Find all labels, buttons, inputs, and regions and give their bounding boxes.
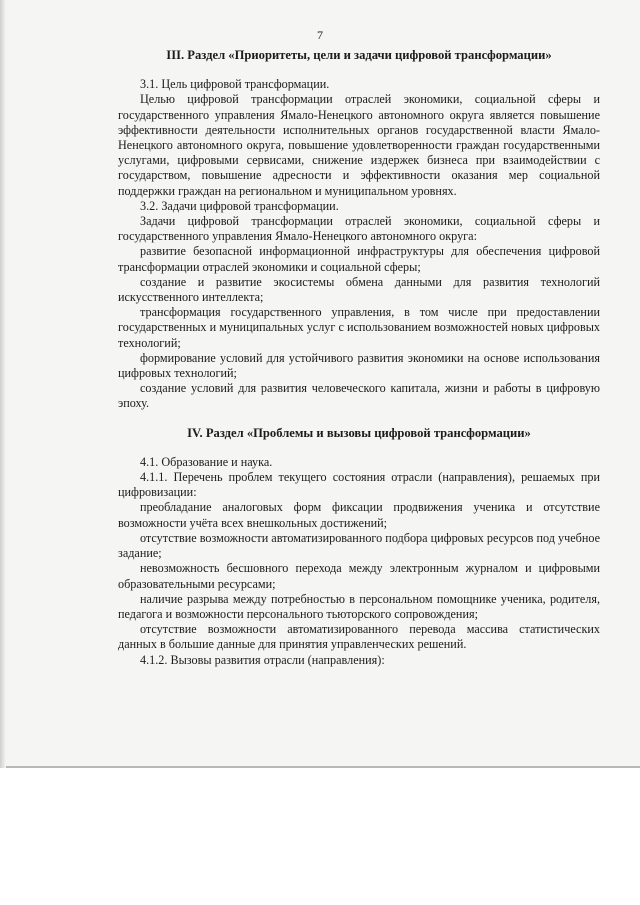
list-item: преобладание аналоговых форм фиксации продвижения ученика и отсутствие возможности учёта всех внешкольных достижений; (118, 500, 600, 530)
list-item: наличие разрыва между потребностью в персональном помощнике ученика, родителя, педагога и возможности персонального тьюторского сопровождения; (118, 591, 600, 621)
section-3-title: III. Раздел «Приоритеты, цели и задачи цифровой трансформации» (166, 48, 552, 62)
paragraph: 4.1.2. Вызовы развития отрасли (направления): (140, 652, 385, 667)
paragraph: Целью цифровой трансформации отраслей экономики, социальной сферы и государственного управления Ямало-Ненецкого автономного округа является повышение эффективности деятельности исполнительных органов государственной власти Ямало-Ненецкого автономного округа, повышение удовлетворенности граждан государственными услугами, цифровыми сервисами, снижение издержек бизнеса при взаимодействии с государством, повышение адресности и эффективности оказания мер социальной поддержки граждан на региональном и муниципальном уровнях. (118, 92, 600, 198)
paragraph: Задачи цифровой трансформации отраслей экономики, социальной сферы и государственного управления Ямало-Ненецкого автономного округа: (118, 214, 600, 244)
list-item: развитие безопасной информационной инфраструктуры для обеспечения цифровой трансформации отраслей экономики и социальной сферы; (118, 244, 600, 274)
list-item: создание условий для развития человеческого капитала, жизни и работы в цифровую эпоху. (118, 381, 600, 411)
paragraph: 3.1. Цель цифровой трансформации. (140, 77, 330, 92)
list-item: отсутствие возможности автоматизированного подбора цифровых ресурсов под учебное задание; (118, 530, 600, 561)
list-item: трансформация государственного управления, в том числе при предоставлении государственных и муниципальных услуг с использованием возможностей новых цифровых технологий; (118, 305, 600, 350)
list-item: отсутствие возможности автоматизированного перевода массива статистических данных в большие данные для принятия управленческих решений. (118, 622, 600, 652)
paragraph: 3.2. Задачи цифровой трансформации. (140, 198, 339, 213)
page-body (118, 48, 600, 668)
list-item: создание и развитие экосистемы обмена данными для развития технологий искусственного интеллекта; (118, 274, 600, 305)
paragraph: 4.1. Образование и наука. (140, 454, 273, 469)
scan-edge-shadow (0, 0, 6, 768)
section-4-title: IV. Раздел «Проблемы и вызовы цифровой трансформации» (187, 425, 531, 440)
list-item: невозможность бесшовного перехода между электронным журналом и цифровыми образовательными ресурсами; (118, 561, 600, 591)
paragraph: 4.1.1. Перечень проблем текущего состояния отрасли (направления), решаемых при цифровизации: (118, 470, 600, 500)
page-number: 7 (317, 28, 323, 42)
list-item: формирование условий для устойчивого развития экономики на основе использования цифровых технологий; (118, 350, 600, 381)
